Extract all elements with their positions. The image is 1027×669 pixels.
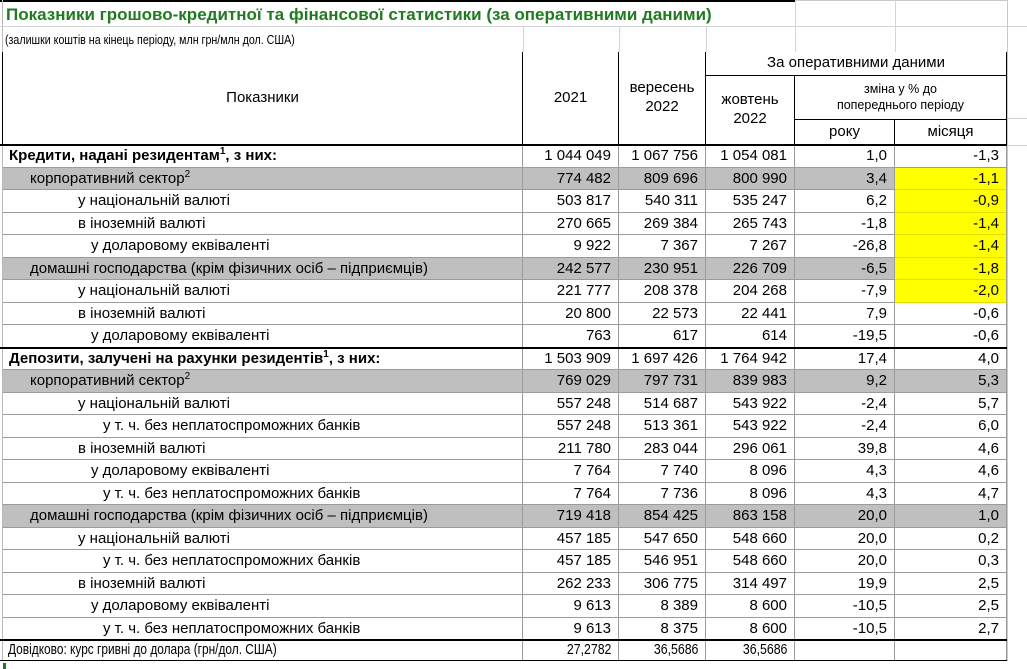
row-label-cell[interactable] xyxy=(3,573,523,596)
value-cell[interactable]: 547 650 xyxy=(619,528,706,551)
value-cell[interactable]: 17,4 xyxy=(795,348,895,371)
value-cell[interactable]: -2,0 xyxy=(895,280,1007,303)
row-label: Кредити, надані резидентам xyxy=(9,147,220,164)
value-cell[interactable]: 774 482 xyxy=(523,168,619,191)
value-cell[interactable]: 557 248 xyxy=(523,415,619,438)
value-cell[interactable]: 9 922 xyxy=(523,235,619,258)
value-cell[interactable]: 9 613 xyxy=(523,595,619,618)
value-cell[interactable]: 514 687 xyxy=(619,393,706,416)
grid-line xyxy=(795,26,796,52)
grid-line xyxy=(619,26,620,52)
section-border xyxy=(0,639,1007,641)
value-cell[interactable]: 283 044 xyxy=(619,438,706,461)
row-label-cell[interactable] xyxy=(3,145,523,168)
value-cell[interactable]: 4,3 xyxy=(795,460,895,483)
row-label-cell[interactable] xyxy=(3,438,523,461)
value-cell[interactable]: 548 660 xyxy=(706,550,795,573)
value-cell[interactable]: 4,3 xyxy=(795,483,895,506)
reference-value-cell[interactable] xyxy=(895,641,1007,660)
value-cell[interactable]: 457 185 xyxy=(523,550,619,573)
section-border xyxy=(0,347,1007,349)
value-cell[interactable]: -2,4 xyxy=(795,393,895,416)
value-cell[interactable]: -0,6 xyxy=(895,303,1007,326)
value-cell[interactable]: 3,4 xyxy=(795,168,895,191)
value-cell[interactable]: 4,6 xyxy=(895,438,1007,461)
row-label: у доларовому еквіваленті xyxy=(91,597,270,614)
column-header-label: року xyxy=(829,122,860,140)
value-cell[interactable]: 230 951 xyxy=(619,258,706,281)
value-cell[interactable]: 226 709 xyxy=(706,258,795,281)
value-cell[interactable]: 204 268 xyxy=(706,280,795,303)
row-label: в іноземній валюті xyxy=(78,214,206,232)
row-label-cell[interactable] xyxy=(3,258,523,281)
section-border xyxy=(0,144,1007,146)
grid-line xyxy=(895,26,896,52)
value-cell[interactable]: 2,5 xyxy=(895,573,1007,596)
value-cell[interactable]: 1 067 756 xyxy=(619,145,706,168)
row-label-cell[interactable] xyxy=(3,303,523,326)
value-cell[interactable]: 7 740 xyxy=(619,460,706,483)
row-label: корпоративний сектор xyxy=(30,169,185,187)
row-label: у т. ч. без неплатоспроможних банків xyxy=(103,417,361,434)
column-header-label: За оперативними даними xyxy=(767,54,945,72)
column-header-operational-group[interactable] xyxy=(706,52,1007,76)
row-label-cell[interactable] xyxy=(3,348,523,371)
value-cell[interactable]: 314 497 xyxy=(706,573,795,596)
value-cell[interactable]: -10,5 xyxy=(795,618,895,641)
value-cell[interactable]: -1,1 xyxy=(895,168,1007,191)
row-label: у т. ч. без неплатоспроможних банків xyxy=(103,552,361,569)
row-label-cell[interactable] xyxy=(3,393,523,416)
grid-line xyxy=(1007,118,1027,119)
section-border xyxy=(0,660,1007,661)
reference-value: 36,5686 xyxy=(653,642,698,658)
value-cell[interactable]: 208 378 xyxy=(619,280,706,303)
value-cell[interactable]: 0,2 xyxy=(895,528,1007,551)
reference-value-cell[interactable] xyxy=(795,641,895,660)
value-cell[interactable]: 8 096 xyxy=(706,460,795,483)
page-subtitle xyxy=(5,29,520,51)
row-label: домашні господарства (крім фізичних осіб – підприємців) xyxy=(30,259,428,277)
value-cell[interactable]: 543 922 xyxy=(706,393,795,416)
row-label: корпоративний сектор xyxy=(30,372,185,389)
value-cell[interactable]: -1,8 xyxy=(895,258,1007,281)
value-cell[interactable]: 242 577 xyxy=(523,258,619,281)
column-header-september-2022[interactable] xyxy=(619,52,706,145)
value-cell[interactable]: 548 660 xyxy=(706,528,795,551)
value-cell[interactable]: 546 951 xyxy=(619,550,706,573)
column-header-month[interactable] xyxy=(895,120,1007,145)
value-cell[interactable]: 7 764 xyxy=(523,483,619,506)
value-cell[interactable]: -1,4 xyxy=(895,213,1007,236)
value-cell[interactable]: 809 696 xyxy=(619,168,706,191)
value-cell[interactable]: -7,9 xyxy=(795,280,895,303)
footnote-marker: 2 xyxy=(184,168,191,180)
value-cell[interactable]: 614 xyxy=(706,325,795,348)
grid-line xyxy=(795,0,1007,1)
value-cell[interactable]: 7,9 xyxy=(795,303,895,326)
value-cell[interactable]: 20,0 xyxy=(795,528,895,551)
page-title: Показники грошово-кредитної та фінансової статистики (за оперативними даними) xyxy=(6,5,712,24)
column-header-year[interactable] xyxy=(795,120,895,145)
value-cell[interactable]: -19,5 xyxy=(795,325,895,348)
column-header-label: 2021 xyxy=(553,88,588,106)
column-header-label: Показники xyxy=(226,88,299,106)
row-label-cell[interactable] xyxy=(3,325,523,348)
reference-value: 27,2782 xyxy=(566,642,611,658)
value-cell[interactable]: -1,4 xyxy=(895,235,1007,258)
value-cell[interactable]: 0,3 xyxy=(895,550,1007,573)
value-cell[interactable]: 20,0 xyxy=(795,550,895,573)
row-label-suffix: , з них: xyxy=(225,147,277,164)
column-header-october-2022[interactable] xyxy=(706,76,795,145)
row-label-cell[interactable] xyxy=(3,235,523,258)
value-cell[interactable]: 221 777 xyxy=(523,280,619,303)
value-cell[interactable]: 296 061 xyxy=(706,438,795,461)
row-label-cell[interactable] xyxy=(3,280,523,303)
row-label-cell[interactable] xyxy=(3,528,523,551)
value-cell[interactable]: 513 361 xyxy=(619,415,706,438)
value-cell[interactable]: 9 613 xyxy=(523,618,619,641)
grid-line xyxy=(1007,145,1027,146)
value-cell[interactable]: 22 573 xyxy=(619,303,706,326)
row-label: у т. ч. без неплатоспроможних банків xyxy=(103,484,361,502)
row-label: у національній валюті xyxy=(78,192,230,209)
value-cell[interactable]: 854 425 xyxy=(619,505,706,528)
value-cell[interactable]: 4,6 xyxy=(895,460,1007,483)
column-header-indicators[interactable] xyxy=(3,52,523,145)
footnote-marker: 1 xyxy=(323,348,329,360)
value-cell[interactable]: 262 233 xyxy=(523,573,619,596)
value-cell[interactable]: 270 665 xyxy=(523,213,619,236)
value-cell[interactable]: 265 743 xyxy=(706,213,795,236)
value-cell[interactable]: 211 780 xyxy=(523,438,619,461)
footnote-marker: 1 xyxy=(219,146,226,157)
value-cell[interactable]: 1 054 081 xyxy=(706,145,795,168)
value-cell[interactable]: 39,8 xyxy=(795,438,895,461)
footnote-marker: 2 xyxy=(184,371,191,382)
reference-value: 36,5686 xyxy=(742,642,787,658)
value-cell[interactable]: 1 764 942 xyxy=(706,348,795,371)
value-cell[interactable]: 20 800 xyxy=(523,303,619,326)
value-cell[interactable]: 22 441 xyxy=(706,303,795,326)
row-label: у національній валюті xyxy=(78,529,230,547)
value-cell[interactable]: 2,7 xyxy=(895,618,1007,641)
cutoff-next-heading-mark xyxy=(3,663,6,669)
value-cell[interactable]: 557 248 xyxy=(523,393,619,416)
value-cell[interactable]: 7 736 xyxy=(619,483,706,506)
value-cell[interactable]: 4,7 xyxy=(895,483,1007,506)
row-label-cell[interactable] xyxy=(3,190,523,213)
value-cell[interactable]: 269 384 xyxy=(619,213,706,236)
value-cell[interactable]: 8 096 xyxy=(706,483,795,506)
value-cell[interactable]: 19,9 xyxy=(795,573,895,596)
value-cell[interactable]: 8 600 xyxy=(706,618,795,641)
value-cell[interactable]: 7 764 xyxy=(523,460,619,483)
value-cell[interactable]: 617 xyxy=(619,325,706,348)
row-label: у доларовому еквіваленті xyxy=(91,237,270,254)
value-cell[interactable]: 7 267 xyxy=(706,235,795,258)
row-label-cell[interactable] xyxy=(3,370,523,393)
reference-value-cell[interactable] xyxy=(523,641,619,660)
row-label: у національній валюті xyxy=(78,282,230,299)
grid-line xyxy=(523,26,524,52)
row-label: домашні господарства (крім фізичних осіб – підприємців) xyxy=(30,507,428,524)
value-cell[interactable]: -10,5 xyxy=(795,595,895,618)
value-cell[interactable]: 5,3 xyxy=(895,370,1007,393)
value-cell[interactable]: -6,5 xyxy=(795,258,895,281)
value-cell[interactable]: 1 044 049 xyxy=(523,145,619,168)
value-cell[interactable]: 6,0 xyxy=(895,415,1007,438)
column-header-label: вересень 2022 xyxy=(629,79,695,115)
row-label-cell[interactable] xyxy=(3,168,523,191)
grid-line xyxy=(1007,0,1008,661)
value-cell[interactable]: 540 311 xyxy=(619,190,706,213)
row-label-suffix: , з них: xyxy=(328,349,381,367)
row-label: Депозити, залучені на рахунки резидентів xyxy=(9,349,324,367)
value-cell[interactable]: -1,8 xyxy=(795,213,895,236)
row-label-cell[interactable] xyxy=(3,483,523,506)
column-header-label: попереднього періоду xyxy=(836,97,965,112)
value-cell[interactable]: -0,6 xyxy=(895,325,1007,348)
row-label-cell[interactable] xyxy=(3,415,523,438)
row-label-cell[interactable] xyxy=(3,618,523,641)
reference-value-cell[interactable] xyxy=(619,641,706,660)
column-header-2021[interactable] xyxy=(523,52,619,145)
value-cell[interactable]: 503 817 xyxy=(523,190,619,213)
value-cell[interactable]: 769 029 xyxy=(523,370,619,393)
value-cell[interactable]: 306 775 xyxy=(619,573,706,596)
value-cell[interactable]: 1,0 xyxy=(895,505,1007,528)
value-cell[interactable]: 5,7 xyxy=(895,393,1007,416)
value-cell[interactable]: 797 731 xyxy=(619,370,706,393)
subtitle-text: (залишки коштів на кінець періоду, млн грн/млн дол. США) xyxy=(5,32,295,47)
row-label: у доларовому еквіваленті xyxy=(91,462,270,479)
value-cell[interactable]: 763 xyxy=(523,325,619,348)
row-label-cell[interactable] xyxy=(3,595,523,618)
value-cell[interactable]: 20,0 xyxy=(795,505,895,528)
value-cell[interactable]: 1 503 909 xyxy=(523,348,619,371)
row-label: в іноземній валюті xyxy=(78,439,206,457)
value-cell[interactable]: -2,4 xyxy=(795,415,895,438)
row-label: у національній валюті xyxy=(78,394,230,412)
value-cell[interactable]: -26,8 xyxy=(795,235,895,258)
value-cell[interactable]: 8 600 xyxy=(706,595,795,618)
row-label: у т. ч. без неплатоспроможних банків xyxy=(103,619,361,637)
value-cell[interactable]: -0,9 xyxy=(895,190,1007,213)
grid-line xyxy=(0,0,795,2)
column-header-label: жовтень 2022 xyxy=(721,91,779,127)
row-label-cell[interactable] xyxy=(3,213,523,236)
value-cell[interactable]: 7 367 xyxy=(619,235,706,258)
value-cell[interactable]: 839 983 xyxy=(706,370,795,393)
column-header-label: місяця xyxy=(927,122,974,140)
value-cell[interactable]: 6,2 xyxy=(795,190,895,213)
value-cell[interactable]: 543 922 xyxy=(706,415,795,438)
value-cell[interactable]: 719 418 xyxy=(523,505,619,528)
row-label: в іноземній валюті xyxy=(78,304,206,322)
reference-value-cell[interactable] xyxy=(706,641,795,660)
value-cell[interactable]: 8 375 xyxy=(619,618,706,641)
value-cell[interactable]: 863 158 xyxy=(706,505,795,528)
reference-row-label-cell[interactable] xyxy=(3,641,523,660)
row-label: в іноземній валюті xyxy=(78,574,206,592)
grid-line xyxy=(706,26,707,52)
value-cell[interactable]: 1 697 426 xyxy=(619,348,706,371)
row-label: у доларовому еквіваленті xyxy=(91,327,270,344)
row-label-cell[interactable] xyxy=(3,505,523,528)
column-header-label: зміна у % до xyxy=(864,81,937,96)
value-cell[interactable]: 9,2 xyxy=(795,370,895,393)
value-cell[interactable]: 4,0 xyxy=(895,348,1007,371)
value-cell[interactable]: 1,0 xyxy=(795,145,895,168)
value-cell[interactable]: 8 389 xyxy=(619,595,706,618)
value-cell[interactable]: 535 247 xyxy=(706,190,795,213)
row-label-cell[interactable] xyxy=(3,550,523,573)
row-label-cell[interactable] xyxy=(3,460,523,483)
value-cell[interactable]: -1,3 xyxy=(895,145,1007,168)
value-cell[interactable]: 2,5 xyxy=(895,595,1007,618)
column-header-change-group[interactable] xyxy=(795,76,1007,120)
value-cell[interactable]: 457 185 xyxy=(523,528,619,551)
value-cell[interactable]: 800 990 xyxy=(706,168,795,191)
reference-row-label: Довідково: курс гривні до долара (грн/дол. США) xyxy=(8,642,277,658)
